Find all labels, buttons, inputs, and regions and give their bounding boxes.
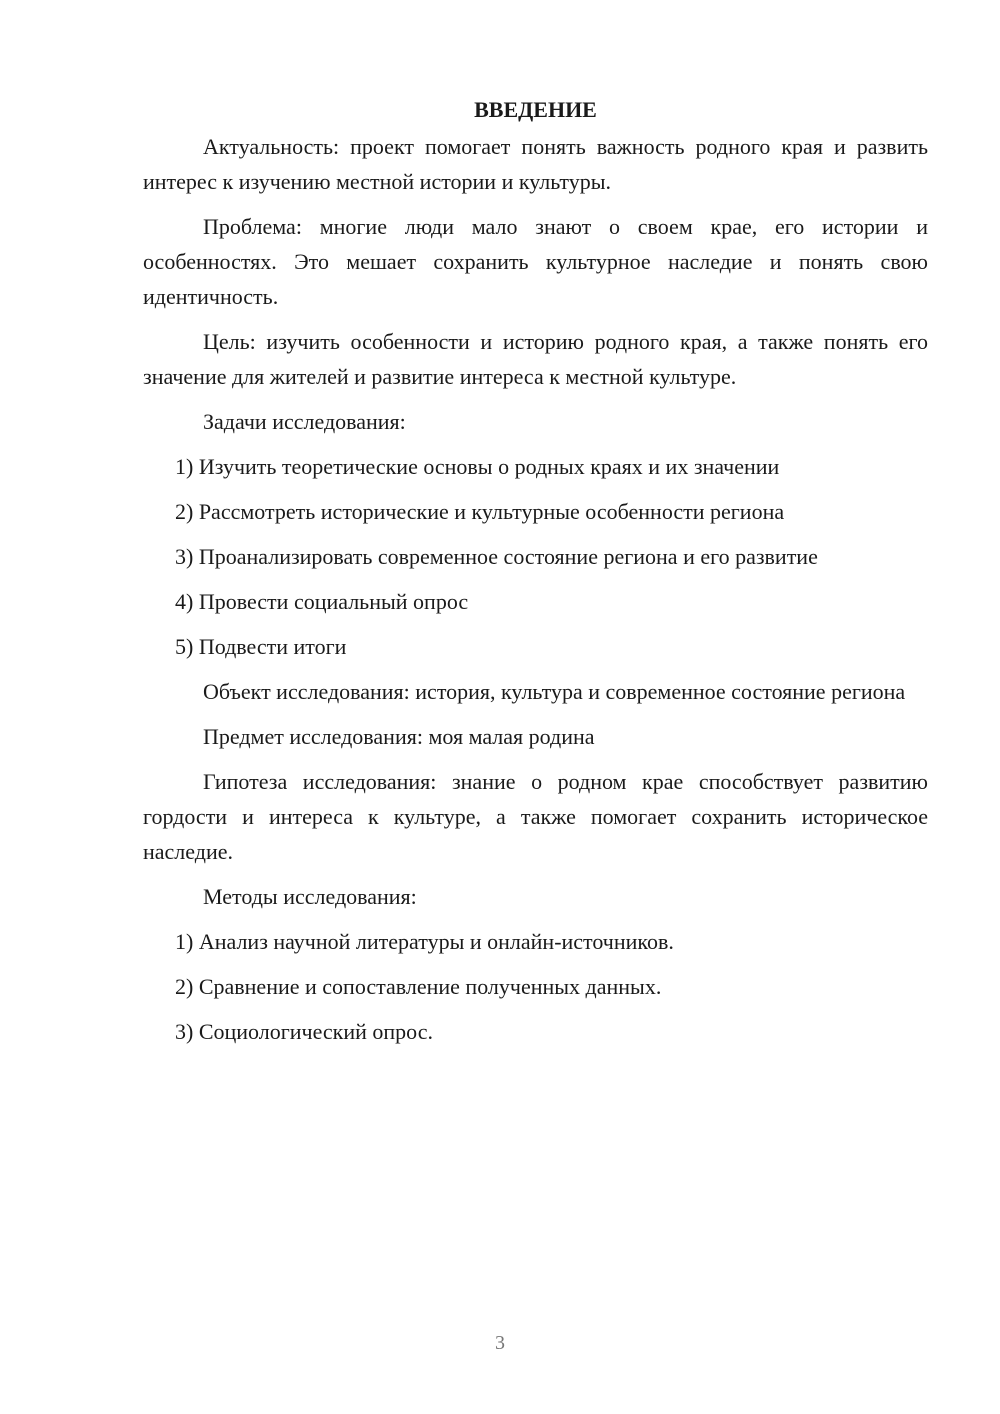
method-item-1: 1) Анализ научной литературы и онлайн-источников. bbox=[175, 929, 674, 954]
task-item-5: 5) Подвести итоги bbox=[175, 634, 347, 659]
method-item-2: 2) Сравнение и сопоставление полученных данных. bbox=[175, 974, 662, 999]
page-title: ВВЕДЕНИЕ bbox=[474, 97, 597, 122]
object-paragraph: Объект исследования: история, культура и современное состояние региона bbox=[203, 679, 906, 704]
page-number: 3 bbox=[495, 1332, 505, 1354]
tasks-heading: Задачи исследования: bbox=[203, 409, 406, 434]
problem-paragraph: Проблема: многие люди мало знают о своем крае, его истории и особенностях. Это мешает сохранить культурное наследие и понять свою идентичность. bbox=[143, 214, 928, 309]
methods-heading: Методы исследования: bbox=[203, 884, 417, 909]
relevance-paragraph: Актуальность: проект помогает понять важность родного края и развить интерес к изучению местной истории и культуры. bbox=[143, 134, 928, 194]
subject-paragraph: Предмет исследования: моя малая родина bbox=[203, 724, 595, 749]
task-item-3: 3) Проанализировать современное состояние региона и его развитие bbox=[175, 544, 818, 569]
hypothesis-paragraph: Гипотеза исследования: знание о родном крае способствует развитию гордости и интереса к культуре, а также помогает сохранить историческое наследие. bbox=[143, 769, 928, 864]
goal-paragraph: Цель: изучить особенности и историю родного края, а также понять его значение для жителей и развитие интереса к местной культуре. bbox=[143, 329, 928, 389]
page-content bbox=[143, 92, 928, 1059]
task-item-4: 4) Провести социальный опрос bbox=[175, 589, 469, 614]
task-item-1: 1) Изучить теоретические основы о родных краях и их значении bbox=[175, 454, 780, 479]
task-item-2: 2) Рассмотреть исторические и культурные особенности региона bbox=[175, 499, 785, 524]
method-item-3: 3) Социологический опрос. bbox=[175, 1019, 433, 1044]
